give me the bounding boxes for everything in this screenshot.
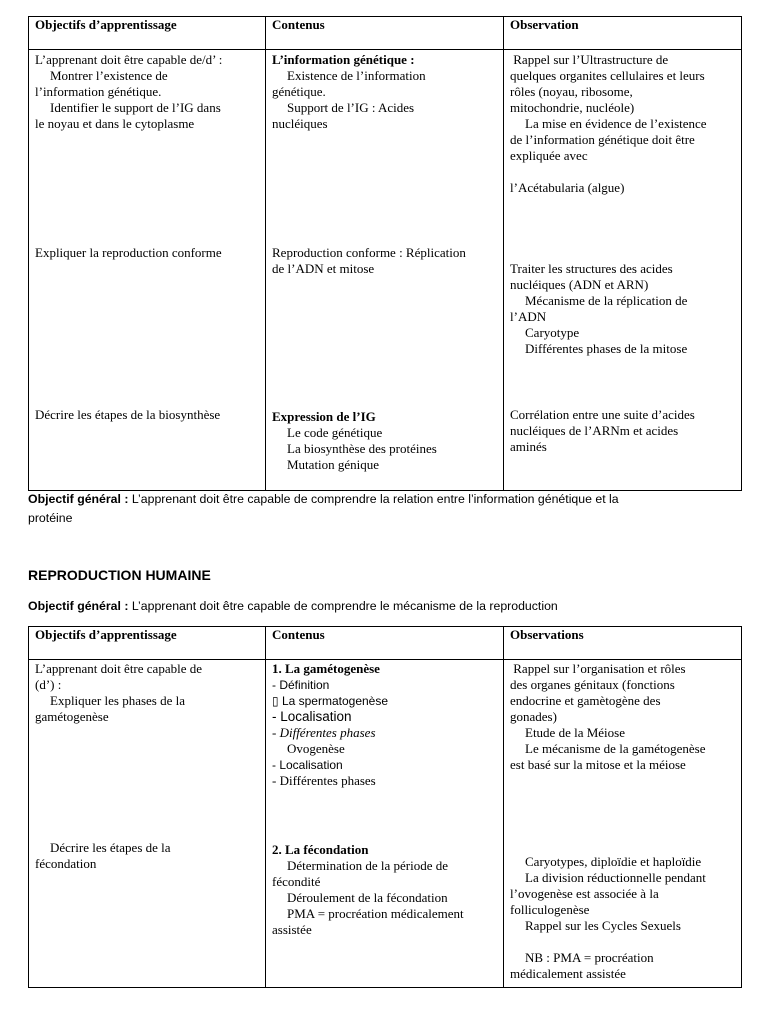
text-line: de l’information génétique doit être (510, 132, 695, 147)
text-line: NB : PMA = procréation (525, 950, 654, 965)
table-cell-objectifs (29, 660, 266, 988)
text-line: Caryotypes, diploïdie et haploïdie (525, 854, 702, 869)
table-cell-observation (504, 50, 742, 491)
text-line: Le code génétique (287, 425, 383, 440)
table-cell-observations (504, 660, 742, 988)
text-line: assistée (272, 922, 312, 937)
text-line: Caryotype (525, 325, 580, 340)
text-line: nucléiques (ADN et ARN) (510, 277, 649, 292)
objectif-text-continued: protéine (28, 511, 73, 525)
section-title: 1. La gamétogenèse (272, 661, 380, 676)
text-line: gamétogenèse (35, 709, 109, 724)
objectifs-block-2 (35, 840, 265, 872)
text-line: (d’) : (35, 677, 62, 692)
contenus-block-2 (272, 245, 503, 277)
list-item: ▯ La spermatogenèse (272, 694, 389, 708)
text-line: fécondité (272, 874, 321, 889)
text-line: La biosynthèse des protéines (287, 441, 437, 456)
text-line: Mutation génique (287, 457, 380, 472)
observation-block-2 (510, 261, 741, 357)
objectif-label: Objectif général : (28, 492, 129, 506)
observation-block-1 (510, 52, 741, 196)
text-line: La mise en évidence de l’existence (525, 116, 707, 131)
table-learning-objectives-genetics (28, 16, 742, 491)
contenus-block-2 (272, 842, 503, 938)
text-line: l’information génétique. (35, 84, 162, 99)
text-line: Décrire les étapes de la (50, 840, 171, 855)
section-title: 2. La fécondation (272, 842, 369, 857)
objectif-general-genetique (28, 490, 748, 528)
contenus-block-3 (272, 409, 503, 473)
text-line: Corrélation entre une suite d’acides (510, 407, 695, 422)
text-line: le noyau et dans le cytoplasme (35, 116, 195, 131)
text-line: l’Acétabularia (algue) (510, 180, 625, 195)
text-line: Montrer l’existence de (50, 68, 168, 83)
text-line: est basé sur la mitose et la méiose (510, 757, 686, 772)
text-line: des organes génitaux (fonctions (510, 677, 675, 692)
table-cell-contenus (266, 50, 504, 491)
table-cell-objectifs (29, 50, 266, 491)
text-line: l’ovogenèse est associée à la (510, 886, 659, 901)
text-line: Le mécanisme de la gamétogenèse (525, 741, 706, 756)
column-header-objectifs: Objectifs d’apprentissage (29, 627, 266, 660)
text-line: de l’ADN et mitose (272, 261, 375, 276)
list-item: - Localisation (272, 709, 352, 724)
contenus-block-1 (272, 52, 503, 132)
text-line: fécondation (35, 856, 97, 871)
text-line: Détermination de la période de (287, 858, 448, 873)
text-line: Mécanisme de la réplication de (525, 293, 688, 308)
column-header-observation: Observation (504, 17, 742, 50)
text-line: Différentes phases de la mitose (525, 341, 688, 356)
text-line: Déroulement de la fécondation (287, 890, 448, 905)
text-line: La division réductionnelle pendant (525, 870, 706, 885)
text-line: Décrire les étapes de la biosynthèse (35, 407, 221, 422)
text-line: Traiter les structures des acides (510, 261, 673, 276)
observations-block-2 (510, 854, 741, 982)
section-title-reproduction-humaine: REPRODUCTION HUMAINE (28, 567, 211, 583)
text-line: Reproduction conforme : Réplication (272, 245, 466, 260)
list-item: - Différentes phases (272, 773, 376, 788)
objectifs-block-1 (35, 52, 265, 132)
text-line: Rappel sur les Cycles Sexuels (525, 918, 681, 933)
objectif-text: L’apprenant doit être capable de comprendre le mécanisme de la reproduction (128, 599, 558, 613)
observation-block-3 (510, 407, 741, 455)
column-header-contenus: Contenus (266, 17, 504, 50)
text-line: Etude de la Méiose (525, 725, 625, 740)
text-line: rôles (noyau, ribosome, (510, 84, 633, 99)
text-line: nucléiques de l’ARNm et acides (510, 423, 679, 438)
text-line: Expliquer la reproduction conforme (35, 245, 222, 260)
column-header-contenus: Contenus (266, 627, 504, 660)
column-header-observations: Observations (504, 627, 742, 660)
text-line: PMA = procréation médicalement (287, 906, 464, 921)
text-line: génétique. (272, 84, 326, 99)
text-line: Rappel sur l’organisation et rôles (510, 661, 686, 676)
list-item: - Différentes phases (272, 725, 376, 740)
column-header-objectifs: Objectifs d’apprentissage (29, 17, 266, 50)
observations-block-1 (510, 661, 741, 773)
text-line: Support de l’IG : Acides (287, 100, 415, 115)
text-line: Rappel sur l’Ultrastructure de (510, 52, 669, 67)
objectif-text: L’apprenant doit être capable de comprendre la relation entre l’information génétique et la (128, 492, 619, 506)
objectif-general-reproduction (28, 597, 748, 616)
objectifs-block-1 (35, 661, 265, 725)
text-line: expliquée avec (510, 148, 588, 163)
text-line: quelques organites cellulaires et leurs (510, 68, 705, 83)
list-item: Ovogenèse (287, 741, 345, 756)
text-line: gonades) (510, 709, 557, 724)
text-line: Identifier le support de l’IG dans (50, 100, 221, 115)
table-cell-contenus (266, 660, 504, 988)
list-item: - Définition (272, 678, 330, 692)
text-line: L’apprenant doit être capable de (35, 661, 202, 676)
table-learning-objectives-reproduction (28, 626, 742, 988)
text-line: l’ADN (510, 309, 547, 324)
text-line: Expliquer les phases de la (50, 693, 186, 708)
section-title: Expression de l’IG (272, 409, 376, 424)
objectif-label: Objectif général : (28, 599, 129, 613)
section-title: L’information génétique : (272, 52, 415, 67)
text-line: médicalement assistée (510, 966, 626, 981)
text-line: nucléiques (272, 116, 328, 131)
text-line: aminés (510, 439, 547, 454)
objectifs-block-2 (35, 245, 265, 261)
text-line: endocrine et gamètogène des (510, 693, 661, 708)
text-line: L’apprenant doit être capable de/d’ : (35, 52, 223, 67)
contenus-block-1 (272, 661, 503, 789)
text-line: folliculogenèse (510, 902, 590, 917)
text-line: Existence de l’information (287, 68, 426, 83)
text-line: mitochondrie, nucléole) (510, 100, 635, 115)
list-item: - Localisation (272, 758, 343, 772)
objectifs-block-3 (35, 407, 265, 423)
